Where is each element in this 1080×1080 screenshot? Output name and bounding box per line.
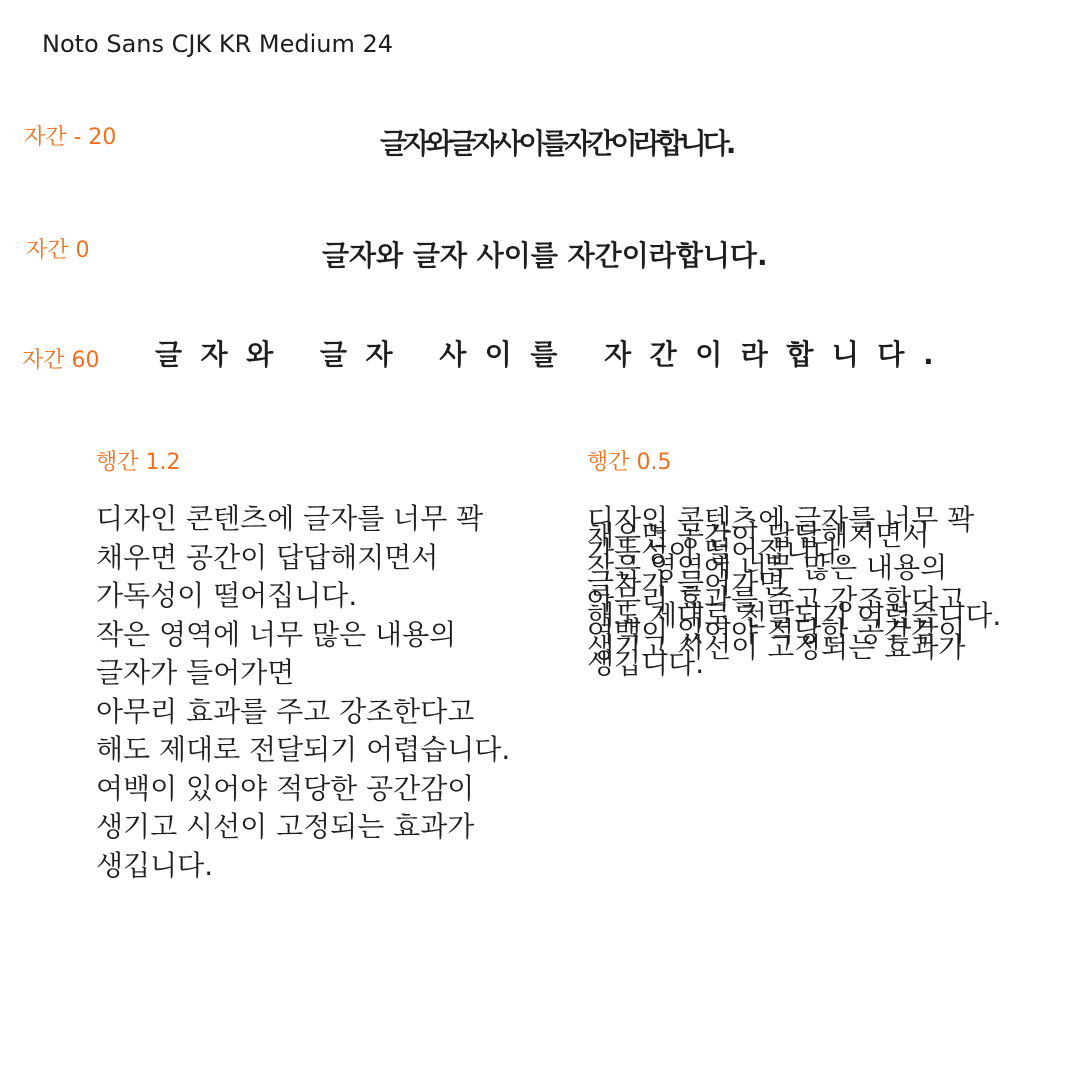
tracking-sample-minus20: 글자와글자사이를자간이라합니다. [380, 127, 733, 160]
tracking-label-zero: 자간 0 [26, 238, 90, 263]
tracking-label-minus20: 자간 - 20 [24, 125, 117, 150]
tracking-sample-zero: 글자와 글자 사이를 자간이라합니다. [322, 239, 768, 272]
leading-paragraph-wide: 디자인 콘텐츠에 글자를 너무 꽉 채우면 공간이 답답해지면서 가독성이 떨어집니다. 작은 영역에 너무 많은 내용의 글자가 들어가면 아무리 효과를 주고 강조한다고 해도 제대로 전달되기 어렵습니다. 여백이 있어야 적당한 공간감이 생기고 시선이 고정되는 효과가 생깁니다. [96, 502, 511, 882]
font-spec-title: Noto Sans CJK KR Medium 24 [42, 30, 394, 58]
leading-label-wide: 행간 1.2 [96, 450, 181, 475]
tracking-label-plus60: 자간 60 [22, 348, 100, 373]
tracking-sample-plus60: 글자와 글자 사이를 자간이라합니다. [155, 338, 953, 371]
leading-label-tight: 행간 0.5 [587, 450, 672, 475]
leading-paragraph-tight: 디자인 콘텐츠에 글자를 너무 꽉 채우면 공간이 답답해지면서 가독성이 떨어집니다. 작은 영역에 너무 많은 내용의 글자가 들어가면 아무리 효과를 주고 강조한다고 해도 제대로 전달되기 어렵습니다. 여백이 있어야 적당한 공간감이 생기고 시선이 고정되는 효과가 생깁니다. [587, 503, 1002, 680]
